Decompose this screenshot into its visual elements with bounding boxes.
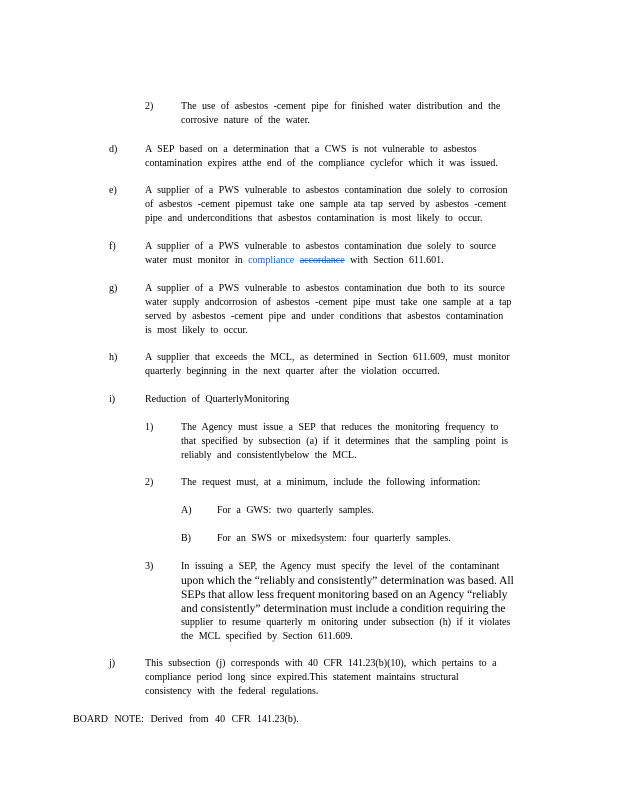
text-line: A supplier of a PWS vulnerable to asbestos contamination due solely to corrosion	[145, 185, 508, 196]
text-line: is most likely to occur.	[145, 325, 248, 336]
text-fragment: with Section 611.601.	[350, 255, 444, 266]
text-fragment: water must monitor in	[145, 255, 243, 266]
text-line: A supplier that exceeds the MCL, as determined in Section 611.609, must monitor	[145, 352, 510, 363]
text-line: supplier to resume quarterly m onitoring under subsection (h) if it violates	[181, 617, 511, 628]
text-line: In issuing a SEP, the Agency must specify the level of the contaminant	[181, 561, 500, 572]
item-text	[145, 657, 535, 699]
text-line: pipe and underconditions that asbestos contamination is most likely to occur.	[145, 213, 483, 224]
text-line: and consistently” determination must include a condition requiring the	[181, 603, 506, 615]
item-label: A)	[181, 505, 192, 516]
text-line: This subsection (j) corresponds with 40 CFR 141.23(b)(10), which pertains to a	[145, 658, 497, 669]
item-text	[145, 143, 535, 171]
text-line: quarterly beginning in the next quarter after the violation occurred.	[145, 366, 440, 377]
text-line: consistency with the federal regulations.	[145, 686, 319, 697]
item-text	[217, 504, 517, 518]
item-label: 1)	[145, 422, 154, 433]
board-note	[73, 713, 299, 727]
text-line: Reduction of QuarterlyMonitoring	[145, 394, 290, 405]
item-label: d)	[109, 144, 118, 155]
item-text	[145, 240, 535, 268]
text-line: SEPs that allow less frequent monitoring based on an Agency “reliably	[181, 589, 508, 601]
deleted-text: accordance	[299, 255, 345, 266]
board-note-text: BOARD NOTE: Derived from 40 CFR 141.23(b).	[73, 714, 299, 725]
text-line: that specified by subsection (a) if it determines that the sampling point is	[181, 436, 509, 447]
item-text	[217, 532, 517, 546]
text-line: water supply andcorrosion of asbestos -cement pipe must take one sample at a tap	[145, 297, 512, 308]
item-label: 2)	[145, 477, 154, 488]
text-line: A supplier of a PWS vulnerable to asbestos contamination due solely to source	[145, 241, 496, 252]
item-label: j)	[109, 658, 116, 669]
item-text	[145, 282, 540, 338]
text-line: the MCL specified by Section 611.609.	[181, 631, 353, 642]
item-text	[181, 100, 526, 128]
item-label: i)	[109, 394, 116, 405]
text-line: compliance period long since expired.This statement maintains structural	[145, 672, 459, 683]
item-heading	[145, 393, 445, 407]
item-text	[145, 184, 535, 226]
item-label: g)	[109, 283, 118, 294]
text-line: corrosive nature of the water.	[181, 115, 310, 126]
item-text	[181, 421, 531, 463]
text-line: For an SWS or mixedsystem: four quarterly samples.	[217, 533, 451, 544]
item-label: 3)	[145, 561, 154, 572]
item-text	[181, 476, 531, 490]
item-label: h)	[109, 352, 118, 363]
text-line: For a GWS: two quarterly samples.	[217, 505, 374, 516]
text-line: upon which the “reliably and consistently” determination was based. All	[181, 575, 514, 587]
text-line: A SEP based on a determination that a CWS is not vulnerable to asbestos	[145, 144, 477, 155]
item-label: B)	[181, 533, 191, 544]
text-line: reliably and consistentlybelow the MCL.	[181, 450, 357, 461]
text-line: A supplier of a PWS vulnerable to asbestos contamination due both to its source	[145, 283, 505, 294]
inserted-text: compliance	[248, 255, 295, 266]
text-line: of asbestos -cement pipemust take one sample ata tap served by asbestos -cement	[145, 199, 507, 210]
text-line: The use of asbestos -cement pipe for finished water distribution and the	[181, 101, 501, 112]
text-line: The Agency must issue a SEP that reduces the monitoring frequency to	[181, 422, 499, 433]
item-text	[181, 560, 533, 644]
item-label: 2)	[145, 101, 154, 112]
text-line: contamination expires atthe end of the compliance cyclefor which it was issued.	[145, 158, 498, 169]
text-line-amended	[145, 254, 535, 268]
item-label: e)	[109, 185, 117, 196]
item-label: f)	[109, 241, 116, 252]
text-line: served by asbestos -cement pipe and under conditions that asbestos contamination	[145, 311, 504, 322]
item-text	[145, 351, 540, 379]
text-line: The request must, at a minimum, include the following information:	[181, 477, 481, 488]
